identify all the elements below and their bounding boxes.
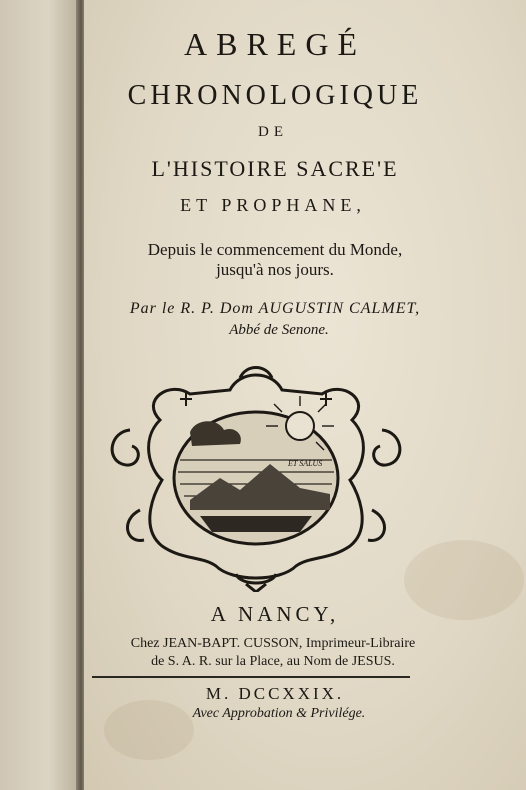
imprint-rule [92,676,410,678]
printer-vignette [100,360,412,592]
imprint-city: A NANCY, [210,602,340,626]
imprint-publisher-line-2: de S. A. R. sur la Place, au Nom de JESUS. [151,654,395,669]
title-line-histoire: L'HISTOIRE SACRE'E [151,156,399,181]
title-line-prophane: ET PROPHANE, [180,195,366,215]
author-line: Par le R. P. Dom AUGUSTIN CALMET, [129,300,421,317]
imprint-approbation: Avec Approbation & Privilége. [192,706,366,721]
left-page-edge [0,0,80,790]
title-line-de: DE [258,124,288,140]
vignette-motto: ET SALUS [288,459,323,468]
subtitle-line-2: jusqu'à nos jours. [216,260,334,279]
subtitle-line-1: Depuis le commencement du Monde, [147,240,403,259]
imprint-date: M. DCCXXIX. [205,684,345,703]
title-line-chronologique: CHRONOLOGIQUE [127,80,423,111]
author-title: Abbé de Senone. [229,322,329,338]
imprint-publisher-line-1: Chez JEAN-BAPT. CUSSON, Imprimeur-Libraire [130,636,416,651]
title-line-abrege: ABREGÉ [184,26,366,62]
